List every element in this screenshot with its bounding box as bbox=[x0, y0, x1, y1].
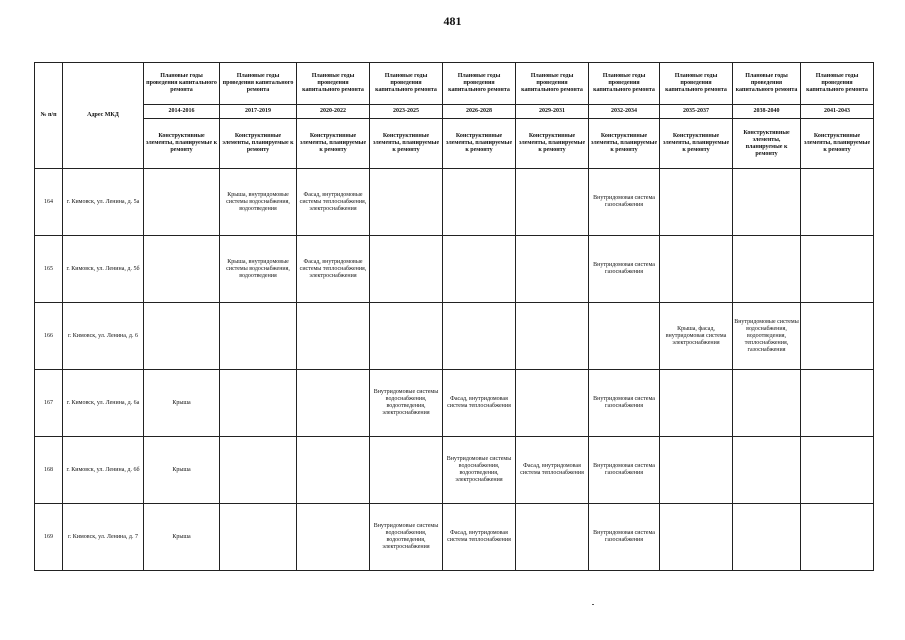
header-period-title: Плановые годы проведения капитального ремонта bbox=[297, 63, 370, 105]
repair-cell: Внутридомовые системы водоснабжения, водоотведения, теплоснабжения, газоснабжения bbox=[733, 303, 801, 370]
row-address: г. Кимовск, ул. Ленина, д. 6а bbox=[63, 370, 144, 437]
repair-cell bbox=[144, 169, 220, 236]
repair-cell bbox=[370, 437, 443, 504]
row-number: 169 bbox=[35, 504, 63, 571]
repair-cell: Крыша, внутридомовые системы водоснабжения, водоотведения bbox=[220, 169, 297, 236]
row-address: г. Кимовск, ул. Ленина, д. 6б bbox=[63, 437, 144, 504]
header-period-title: Плановые годы проведения капитального ремонта bbox=[443, 63, 516, 105]
repair-cell bbox=[443, 169, 516, 236]
table-row bbox=[35, 437, 874, 504]
header-period-elements: Конструктивные элементы, планируемые к ремонту bbox=[516, 119, 589, 169]
row-address: г. Кимовск, ул. Ленина, д. 7 bbox=[63, 504, 144, 571]
repair-cell bbox=[220, 370, 297, 437]
header-period-title: Плановые годы проведения капитального ремонта bbox=[516, 63, 589, 105]
header-period-elements: Конструктивные элементы, планируемые к ремонту bbox=[660, 119, 733, 169]
repair-cell bbox=[370, 169, 443, 236]
header-period-elements: Конструктивные элементы, планируемые к ремонту bbox=[733, 119, 801, 169]
repair-cell: Внутридомовая система газоснабжения bbox=[589, 370, 660, 437]
repair-cell bbox=[297, 303, 370, 370]
repair-cell bbox=[516, 303, 589, 370]
repair-cell bbox=[660, 504, 733, 571]
repair-cell: Крыша, внутридомовые системы водоснабжения, водоотведения bbox=[220, 236, 297, 303]
row-number: 167 bbox=[35, 370, 63, 437]
repair-cell bbox=[144, 303, 220, 370]
repair-cell bbox=[516, 370, 589, 437]
repair-cell bbox=[801, 169, 874, 236]
header-period-years: 2035-2037 bbox=[660, 105, 733, 119]
repair-cell bbox=[801, 437, 874, 504]
repair-cell: Внутридомовые системы водоснабжения, водоотведения, электроснабжения bbox=[443, 437, 516, 504]
row-number: 168 bbox=[35, 437, 63, 504]
repair-cell: Фасад, внутридомовые системы теплоснабжения, электроснабжения bbox=[297, 169, 370, 236]
repair-cell: Крыша, фасад, внутридомовая система электроснабжения bbox=[660, 303, 733, 370]
header-period-title: Плановые годы проведения капитального ремонта bbox=[220, 63, 297, 105]
repair-cell bbox=[660, 370, 733, 437]
repair-cell bbox=[733, 504, 801, 571]
repair-cell bbox=[516, 169, 589, 236]
repair-cell bbox=[801, 236, 874, 303]
repair-cell: Фасад, внутридомовая система теплоснабжения bbox=[443, 504, 516, 571]
repair-cell bbox=[733, 437, 801, 504]
repair-cell bbox=[297, 437, 370, 504]
header-period-years: 2041-2043 bbox=[801, 105, 874, 119]
repair-cell: Внутридомовая система газоснабжения bbox=[589, 236, 660, 303]
repair-cell: Крыша bbox=[144, 370, 220, 437]
table-row bbox=[35, 504, 874, 571]
repair-cell bbox=[660, 437, 733, 504]
header-period-years: 2014-2016 bbox=[144, 105, 220, 119]
header-period-elements: Конструктивные элементы, планируемые к ремонту bbox=[589, 119, 660, 169]
repair-cell bbox=[370, 303, 443, 370]
row-number: 165 bbox=[35, 236, 63, 303]
repair-cell bbox=[443, 303, 516, 370]
repair-cell bbox=[220, 303, 297, 370]
repair-cell bbox=[660, 169, 733, 236]
header-num: № п/п bbox=[35, 63, 63, 169]
page-number: 481 bbox=[443, 14, 462, 28]
header-period-title: Плановые годы проведения капитального ремонта bbox=[589, 63, 660, 105]
header-period-elements: Конструктивные элементы, планируемые к ремонту bbox=[144, 119, 220, 169]
header-period-title: Плановые годы проведения капитального ремонта bbox=[370, 63, 443, 105]
repair-cell bbox=[589, 303, 660, 370]
repair-cell: Фасад, внутридомовая система теплоснабжения bbox=[516, 437, 589, 504]
header-period-years: 2032-2034 bbox=[589, 105, 660, 119]
row-address: г. Кимовск, ул. Ленина, д. 5б bbox=[63, 236, 144, 303]
repair-cell bbox=[516, 236, 589, 303]
row-address: г. Кимовск, ул. Ленина, д. 5а bbox=[63, 169, 144, 236]
header-period-elements: Конструктивные элементы, планируемые к ремонту bbox=[220, 119, 297, 169]
row-number: 164 bbox=[35, 169, 63, 236]
repair-cell: Внутридомовые системы водоснабжения, водоотведения, электроснабжения bbox=[370, 370, 443, 437]
repair-cell: Внутридомовые системы водоснабжения, водоотведения, электроснабжения bbox=[370, 504, 443, 571]
table-row bbox=[35, 303, 874, 370]
repair-cell bbox=[144, 236, 220, 303]
repair-cell bbox=[297, 504, 370, 571]
repair-cell: Внутридомовая система газоснабжения bbox=[589, 437, 660, 504]
repair-cell: Фасад, внутридомовые системы теплоснабжения, электроснабжения bbox=[297, 236, 370, 303]
repair-cell: Внутридомовая система газоснабжения bbox=[589, 504, 660, 571]
header-address: Адрес МКД bbox=[63, 63, 144, 169]
repair-cell bbox=[660, 236, 733, 303]
repair-cell: Крыша bbox=[144, 504, 220, 571]
repair-cell bbox=[801, 504, 874, 571]
scan-speck bbox=[592, 604, 594, 605]
header-period-title: Плановые годы проведения капитального ремонта bbox=[801, 63, 874, 105]
header-period-years: 2029-2031 bbox=[516, 105, 589, 119]
repair-cell bbox=[220, 437, 297, 504]
header-period-title: Плановые годы проведения капитального ремонта bbox=[660, 63, 733, 105]
header-period-elements: Конструктивные элементы, планируемые к ремонту bbox=[801, 119, 874, 169]
header-period-years: 2038-2040 bbox=[733, 105, 801, 119]
header-period-years: 2020-2022 bbox=[297, 105, 370, 119]
repair-cell bbox=[801, 370, 874, 437]
repair-cell bbox=[443, 236, 516, 303]
repair-cell: Внутридомовая система газоснабжения bbox=[589, 169, 660, 236]
header-period-title: Плановые годы проведения капитального ремонта bbox=[144, 63, 220, 105]
header-period-elements: Конструктивные элементы, планируемые к ремонту bbox=[370, 119, 443, 169]
header-period-years: 2017-2019 bbox=[220, 105, 297, 119]
repair-cell bbox=[297, 370, 370, 437]
header-period-elements: Конструктивные элементы, планируемые к ремонту bbox=[443, 119, 516, 169]
table-row bbox=[35, 370, 874, 437]
repair-cell bbox=[733, 370, 801, 437]
repair-cell: Фасад, внутридомовая система теплоснабжения bbox=[443, 370, 516, 437]
repair-cell bbox=[733, 169, 801, 236]
row-address: г. Кимовск, ул. Ленина, д. 6 bbox=[63, 303, 144, 370]
repair-cell bbox=[370, 236, 443, 303]
header-period-years: 2023-2025 bbox=[370, 105, 443, 119]
repair-cell bbox=[733, 236, 801, 303]
repair-cell: Крыша bbox=[144, 437, 220, 504]
header-period-elements: Конструктивные элементы, планируемые к ремонту bbox=[297, 119, 370, 169]
header-period-title: Плановые годы проведения капитального ремонта bbox=[733, 63, 801, 105]
table-row bbox=[35, 236, 874, 303]
header-period-years: 2026-2028 bbox=[443, 105, 516, 119]
repair-cell bbox=[801, 303, 874, 370]
repair-cell bbox=[516, 504, 589, 571]
row-number: 166 bbox=[35, 303, 63, 370]
table-row bbox=[35, 169, 874, 236]
capital-repair-table bbox=[34, 62, 874, 571]
repair-cell bbox=[220, 504, 297, 571]
